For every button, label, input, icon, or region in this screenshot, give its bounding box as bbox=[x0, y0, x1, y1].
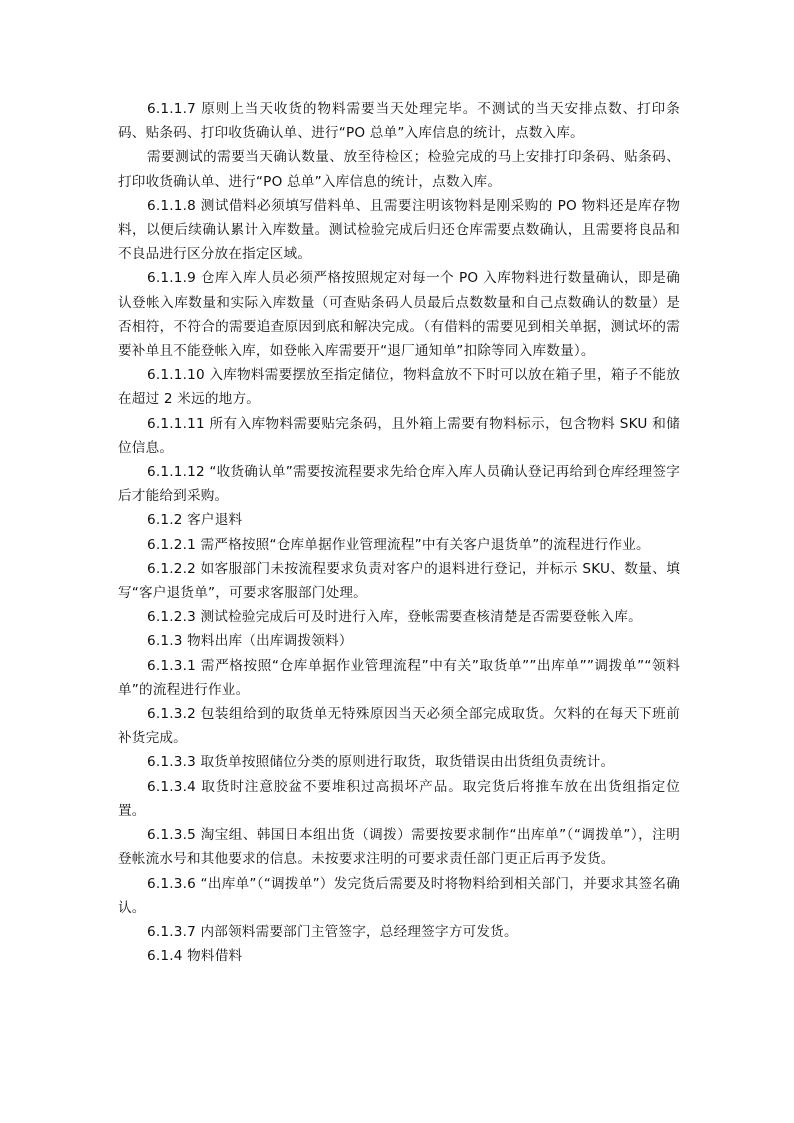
paragraph-6-1-2-3: 6.1.2.3 测试检验完成后可及时进行入库，登帐需要查核清楚是否需要登帐入库。 bbox=[147, 609, 642, 626]
paragraph-6-1-2-2: 6.1.2.2 如客服部门未按流程要求负责对客户的退料进行登记，并标示 SKU、数量、填写“客户退货单”，可要求客服部门处理。 bbox=[118, 560, 680, 602]
paragraph-6-1-3-6: 6.1.3.6 “出库单”（“调拨单”）发完货后需要及时将物料给到相关部门，并要求其签名确认。 bbox=[118, 875, 680, 916]
section-heading-6-1-3: 6.1.3 物料出库（出库调拨领料） bbox=[147, 633, 353, 650]
paragraph-6-1-2-1: 6.1.2.1 需严格按照“仓库单据作业管理流程”中有关客户退货单”的流程进行作业。 bbox=[147, 536, 650, 553]
paragraph-6-1-1-9: 6.1.1.9 仓库入库人员必须严格按照规定对每一个 PO 入库物料进行数量确认，即是确认登帐入库数量和实际入库数量（可查贴条码人员最后点数数量和自己点数确认的数量）是否相符，不符合的需要追查原因到底和解决完成。（有借料的需要见到相关单据，测试坏的需要补单且不能登帐入库，如登帐入库需要开“退厂通知单”扣除等同入库数量）。 bbox=[118, 270, 680, 360]
paragraph-6-1-3-3: 6.1.3.3 取货单按照储位分类的原则进行取货，取货错误由出货组负责统计。 bbox=[147, 754, 615, 771]
section-heading-6-1-2: 6.1.2 客户退料 bbox=[147, 512, 243, 529]
paragraph-testing-requirement: 需要测试的需要当天确认数量、放至待检区；检验完成的马上安排打印条码、贴条码、打印收货确认单、进行“PO 总单”入库信息的统计，点数入库。 bbox=[118, 149, 680, 190]
paragraph-6-1-1-8: 6.1.1.8 测试借料必须填写借料单、且需要注明该物料是刚采购的 PO 物料还是库存物料，以便后续确认累计入库数量。测试检验完成后归还仓库需要点数确认，且需要将良品和不良品进行区分放在指定区域。 bbox=[118, 197, 680, 263]
paragraph-6-1-1-7: 6.1.1.7 原则上当天收货的物料需要当天处理完毕。不测试的当天安排点数、打印条码、贴条码、打印收货确认单、进行“PO 总单”入库信息的统计，点数入库。 bbox=[118, 101, 680, 142]
paragraph-6-1-3-2: 6.1.3.2 包装组给到的取货单无特殊原因当天必须全部完成取货。欠料的在每天下班前补货完成。 bbox=[118, 706, 680, 747]
document-body bbox=[118, 97, 680, 968]
paragraph-6-1-1-11: 6.1.1.11 所有入库物料需要贴完条码，且外箱上需要有物料标示，包含物料 SKU 和储位信息。 bbox=[118, 415, 680, 456]
paragraph-6-1-3-4: 6.1.3.4 取货时注意胶盆不要堆积过高损坏产品。取完货后将推车放在出货组指定位置。 bbox=[118, 778, 680, 819]
paragraph-6-1-3-5: 6.1.3.5 淘宝组、韩国日本组出货（调拨）需要按要求制作“出库单”（“调拨单”），注明登帐流水号和其他要求的信息。未按要求注明的可要求责任部门更正后再予发货。 bbox=[118, 827, 680, 868]
section-heading-6-1-4: 6.1.4 物料借料 bbox=[147, 948, 243, 965]
paragraph-6-1-1-10: 6.1.1.10 入库物料需要摆放至指定储位，物料盒放不下时可以放在箱子里，箱子不能放在超过 2 米远的地方。 bbox=[118, 367, 680, 408]
paragraph-6-1-3-7: 6.1.3.7 内部领料需要部门主管签字，总经理签字方可发货。 bbox=[147, 923, 518, 940]
paragraph-6-1-1-12: 6.1.1.12 “收货确认单”需要按流程要求先给仓库入库人员确认登记再给到仓库经理签字后才能给到采购。 bbox=[118, 464, 680, 505]
paragraph-6-1-3-1: 6.1.3.1 需严格按照“仓库单据作业管理流程”中有关”取货单””出库单””调拨单”“领料单”的流程进行作业。 bbox=[118, 657, 680, 698]
